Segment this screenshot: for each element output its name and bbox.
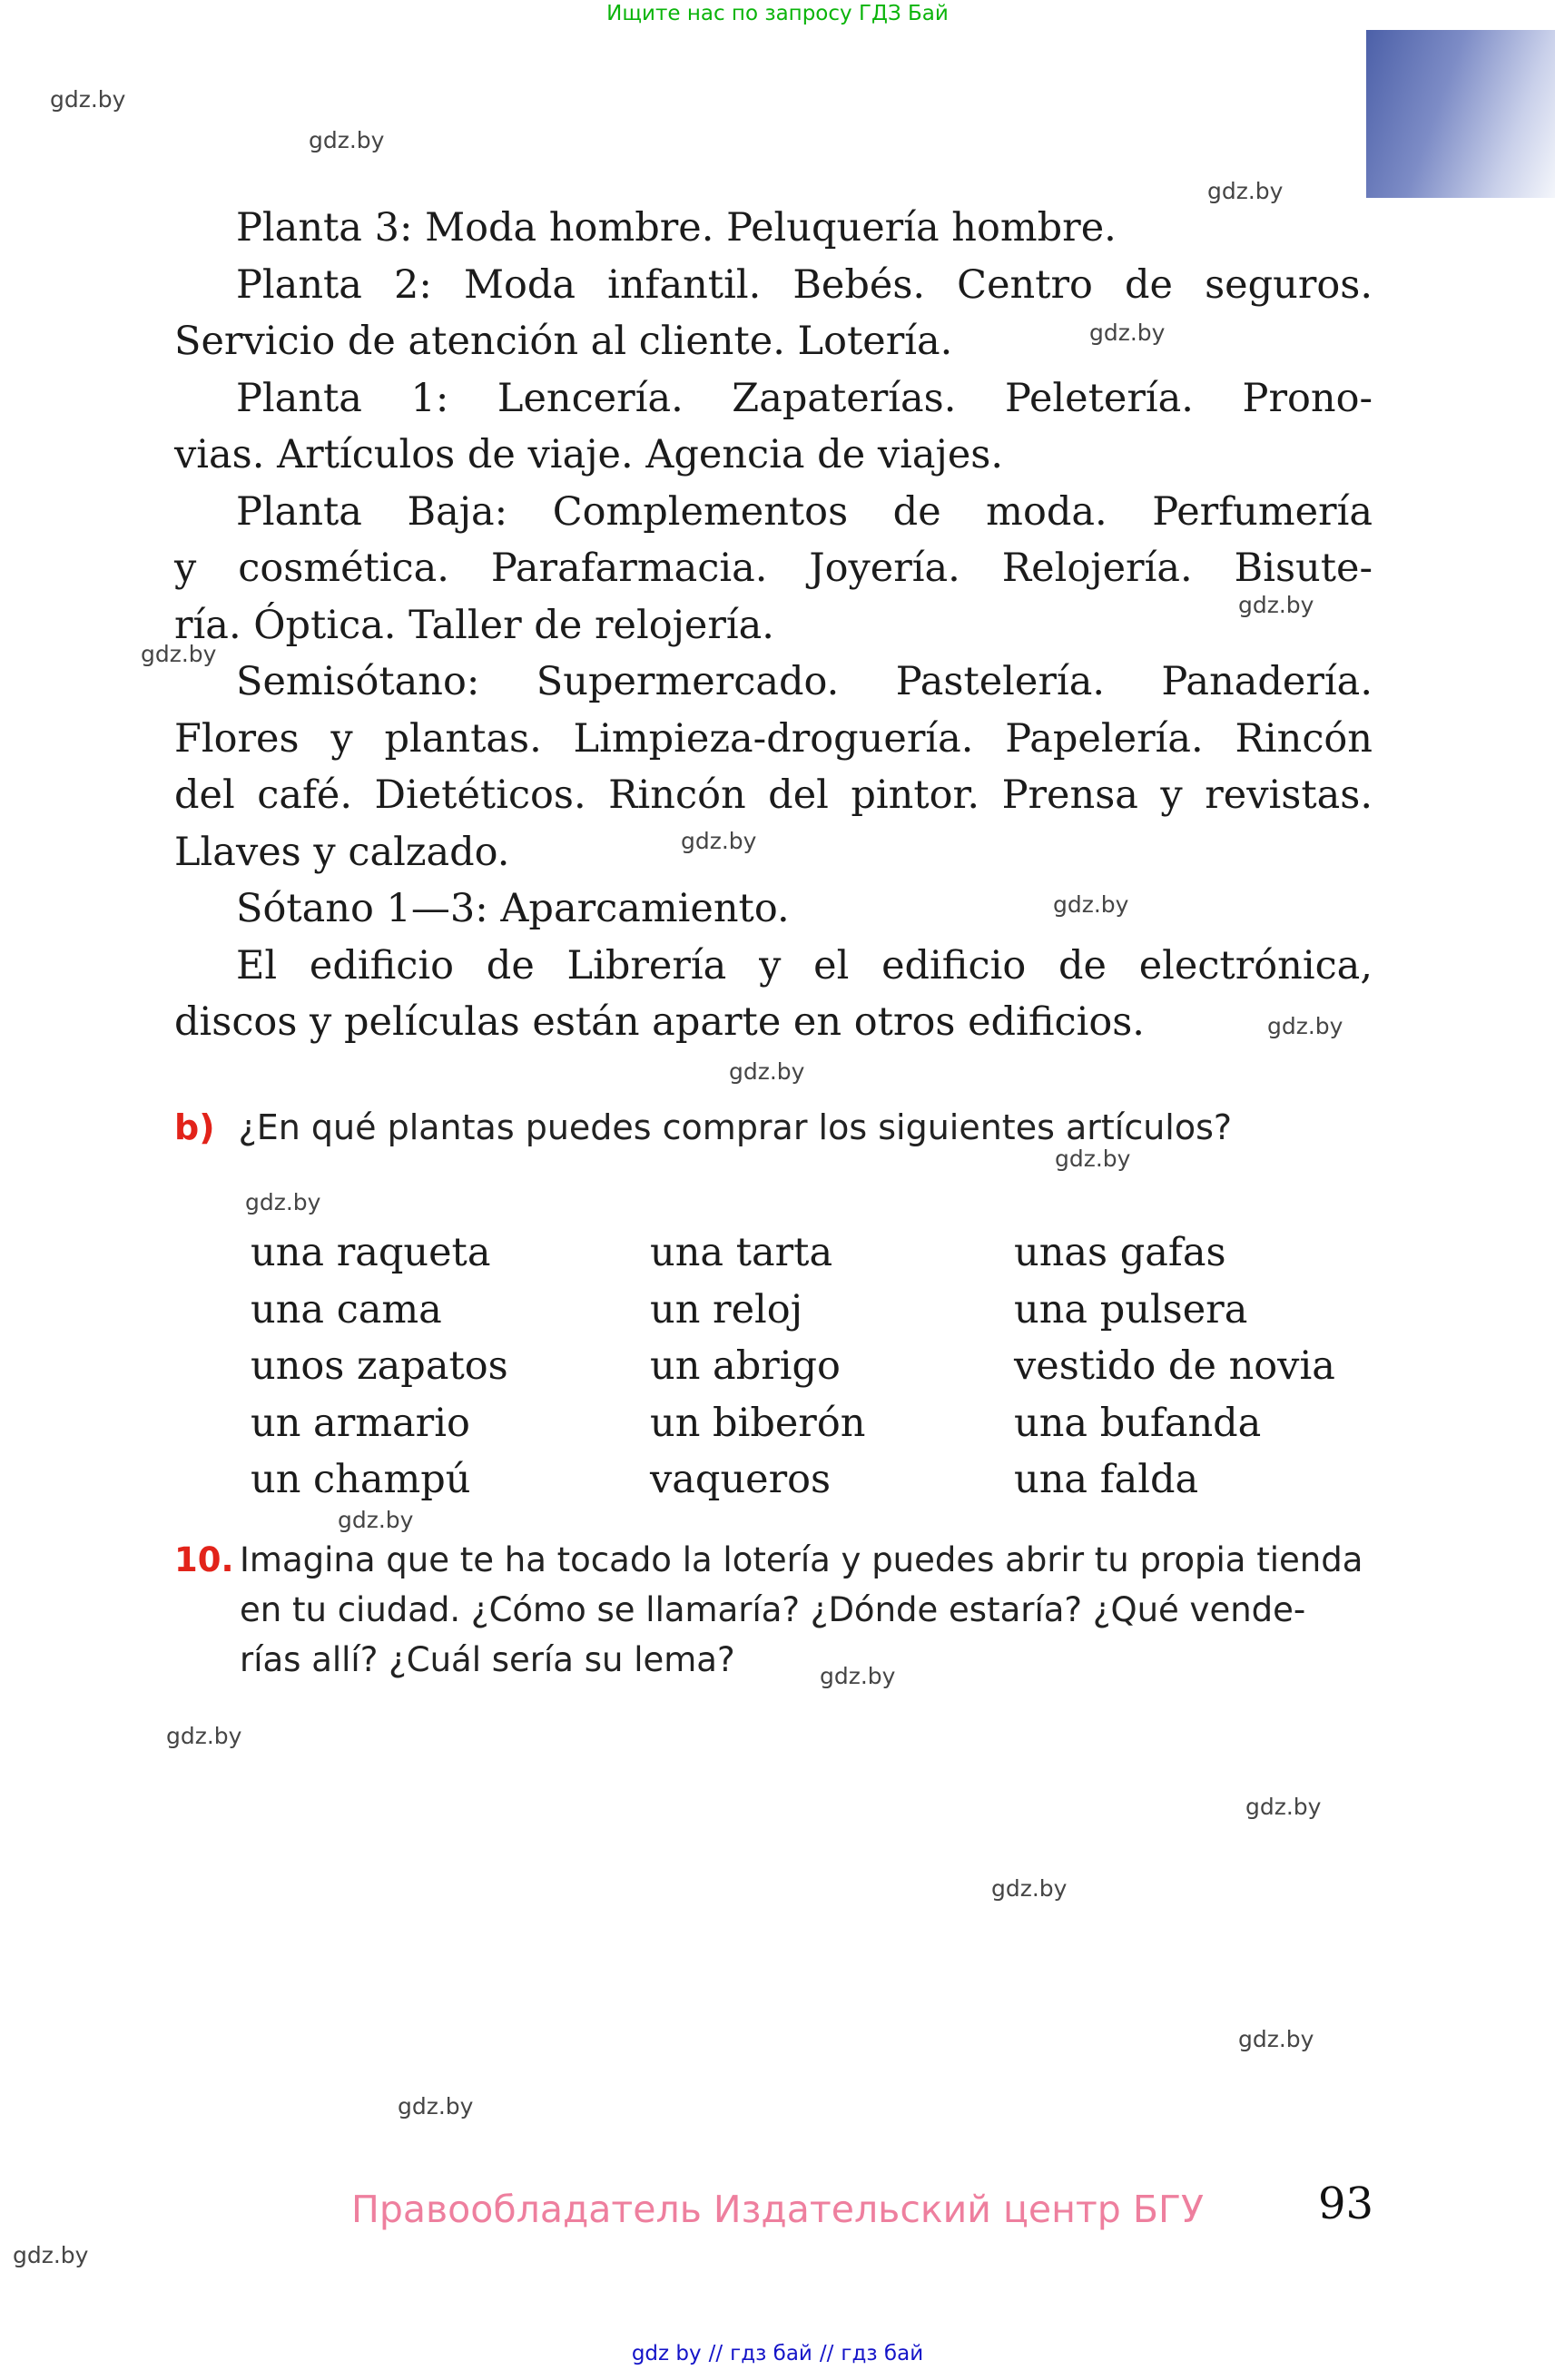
watermark: gdz.by: [991, 1875, 1068, 1902]
items-column-3: [1014, 1224, 1432, 1509]
body-text-line: ría. Óptica. Taller de relojería.: [174, 602, 774, 648]
task-10: [174, 1535, 1409, 1685]
list-item: un reloj: [650, 1286, 803, 1333]
footer-link-gdz-bai-1[interactable]: гдз бай: [730, 2342, 812, 2365]
watermark: gdz.by: [1238, 2026, 1314, 2052]
list-item: unos zapatos: [251, 1343, 508, 1389]
body-text-line: Flores y plantas. Limpieza-droguería. Papelería. Rincón: [174, 715, 1373, 762]
watermark: gdz.by: [729, 1058, 805, 1085]
footer-link-separator: //: [819, 2342, 834, 2365]
watermark: gdz.by: [166, 1723, 242, 1749]
watermark: gdz.by: [1207, 178, 1284, 204]
list-item: una tarta: [650, 1230, 833, 1275]
body-text-line: Planta 1: Lencería. Zapaterías. Peletería. Prono-: [236, 375, 1373, 421]
body-text-line: Sótano 1—3: Aparcamiento.: [236, 886, 790, 931]
corner-gradient-decoration: [1366, 30, 1555, 198]
list-item: una falda: [1014, 1457, 1199, 1502]
footer-links: [0, 2342, 1555, 2365]
list-item: vestido de novia: [1014, 1343, 1335, 1389]
body-text-line: Semisótano: Supermercado. Pastelería. Panadería.: [236, 659, 1373, 704]
page-number: 93: [1318, 2178, 1374, 2229]
list-item: un champú: [251, 1457, 471, 1502]
body-text-line: discos y películas están aparte en otros edificios.: [174, 999, 1145, 1045]
list-item: una bufanda: [1014, 1400, 1262, 1446]
items-column-2: [650, 1224, 1014, 1509]
list-item: un abrigo: [650, 1343, 841, 1389]
task-b-label: b): [174, 1107, 215, 1147]
watermark: gdz.by: [1267, 1013, 1343, 1039]
body-text-line: vias. Artículos de viaje. Agencia de viajes.: [174, 432, 1004, 477]
body-text-line: El edificio de Librería y el edificio de electrónica,: [236, 942, 1373, 988]
task-10-line: en tu ciudad. ¿Cómo se llamaría? ¿Dónde estaría? ¿Qué vende-: [240, 1590, 1306, 1629]
body-text-line: Llaves y calzado.: [174, 829, 510, 875]
list-item: una cama: [251, 1286, 442, 1333]
store-directory-text: [174, 200, 1373, 1051]
list-item: una raqueta: [251, 1230, 491, 1275]
watermark: gdz.by: [1053, 891, 1129, 918]
body-text-line: Planta 3: Moda hombre. Peluquería hombre.: [236, 205, 1117, 251]
items-column-1: [251, 1224, 650, 1509]
items-list: [251, 1224, 1432, 1509]
watermark: gdz.by: [1245, 1794, 1322, 1820]
body-text-line: Planta Baja: Complementos de moda. Perfumería: [236, 488, 1373, 535]
footer-link-gdz-by[interactable]: gdz by: [631, 2342, 702, 2365]
watermark: gdz.by: [50, 86, 126, 113]
list-item: un armario: [251, 1400, 470, 1446]
body-text-line: y cosmética. Parafarmacia. Joyería. Relojería. Bisute-: [174, 546, 1373, 591]
watermark: gdz.by: [338, 1507, 414, 1533]
footer-link-separator: //: [708, 2342, 723, 2365]
task-10-line: Imagina que te ha tocado la lotería y puedes abrir tu propia tienda: [240, 1540, 1363, 1579]
task-10-text: [240, 1535, 1409, 1685]
task-b-question: ¿En qué plantas puedes comprar los siguientes artículos?: [238, 1107, 1233, 1147]
task-10-line: rías allí? ¿Cuál sería su lema?: [240, 1640, 735, 1679]
footer-link-gdz-bai-2[interactable]: гдз бай: [841, 2342, 924, 2365]
watermark: gdz.by: [309, 127, 385, 153]
watermark: gdz.by: [245, 1189, 321, 1215]
publisher-credit: Правообладатель Издательский центр БГУ: [351, 2188, 1204, 2231]
body-text-line: Servicio de atención al cliente. Lotería.: [174, 319, 953, 364]
list-item: un biberón: [650, 1400, 866, 1446]
watermark: gdz.by: [1089, 320, 1166, 346]
body-text-line: del café. Dietéticos. Rincón del pintor. Prensa y revistas.: [174, 772, 1373, 818]
watermark: gdz.by: [13, 2242, 89, 2268]
watermark: gdz.by: [1055, 1146, 1131, 1172]
list-item: una pulsera: [1014, 1286, 1248, 1333]
task-b: [174, 1107, 1232, 1147]
list-item: vaqueros: [650, 1457, 832, 1502]
watermark: gdz.by: [681, 828, 757, 854]
body-text-line: Planta 2: Moda infantil. Bebés. Centro de seguros.: [236, 261, 1373, 308]
watermark: gdz.by: [398, 2093, 474, 2119]
list-item: unas gafas: [1014, 1230, 1226, 1275]
watermark: gdz.by: [820, 1663, 896, 1689]
watermark: gdz.by: [1238, 592, 1314, 618]
watermark: gdz.by: [141, 641, 217, 667]
promo-header: Ищите нас по запросу ГДЗ Бай: [606, 2, 949, 25]
task-10-label: 10.: [174, 1540, 234, 1579]
